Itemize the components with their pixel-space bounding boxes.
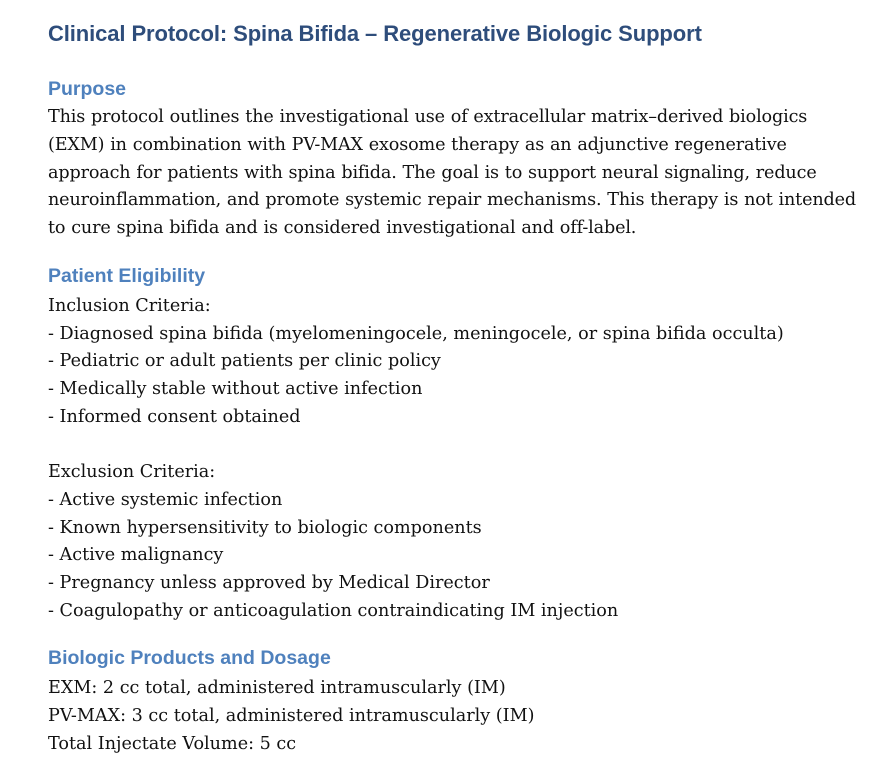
exclusion-item: - Known hypersensitivity to biologic components (48, 517, 482, 538)
inclusion-item: - Diagnosed spina bifida (myelomeningocele, meningocele, or spina bifida occulta) (48, 323, 784, 344)
document-page (48, 14, 863, 759)
dosage-line: EXM: 2 cc total, administered intramuscularly (IM) (48, 678, 506, 699)
exclusion-item: - Active systemic infection (48, 489, 283, 510)
exclusion-item: - Pregnancy unless approved by Medical Director (48, 573, 490, 593)
dosage-section (48, 644, 863, 758)
inclusion-item: - Informed consent obtained (48, 406, 301, 427)
dosage-line: Total Injectate Volume: 5 cc (48, 733, 297, 754)
inclusion-label: Inclusion Criteria: (48, 295, 211, 316)
inclusion-item: - Pediatric or adult patients per clinic policy (48, 351, 441, 372)
inclusion-block (48, 293, 863, 625)
dosage-line: PV-MAX: 3 cc total, administered intramuscularly (IM) (48, 706, 535, 727)
exclusion-label: Exclusion Criteria: (48, 462, 216, 483)
purpose-paragraph: This protocol outlines the investigational use of extracellular matrix–derived biologics (EXM) in combination with PV-MAX exosome therapy as an adjunctive regenerative approach for patients with spina bifida. The goal is to support neural signaling, reduce neuroinflammation, and promote systemic repair mechanisms. This therapy is not intended to cure spina bifida and is considered investigational and off-label. (48, 107, 857, 239)
purpose-heading: Purpose (48, 78, 127, 100)
eligibility-section (48, 262, 863, 625)
eligibility-heading: Patient Eligibility (48, 264, 206, 287)
dosage-heading: Biologic Products and Dosage (48, 647, 331, 670)
inclusion-item: - Medically stable without active infection (48, 379, 423, 400)
exclusion-item: - Active malignancy (48, 545, 224, 566)
exclusion-item: - Coagulopathy or anticoagulation contraindicating IM injection (48, 600, 619, 621)
document-title: Clinical Protocol: Spina Bifida – Regenerative Biologic Support (48, 21, 702, 46)
purpose-section (48, 75, 863, 243)
blank-line (48, 432, 863, 460)
dosage-block (48, 675, 863, 758)
